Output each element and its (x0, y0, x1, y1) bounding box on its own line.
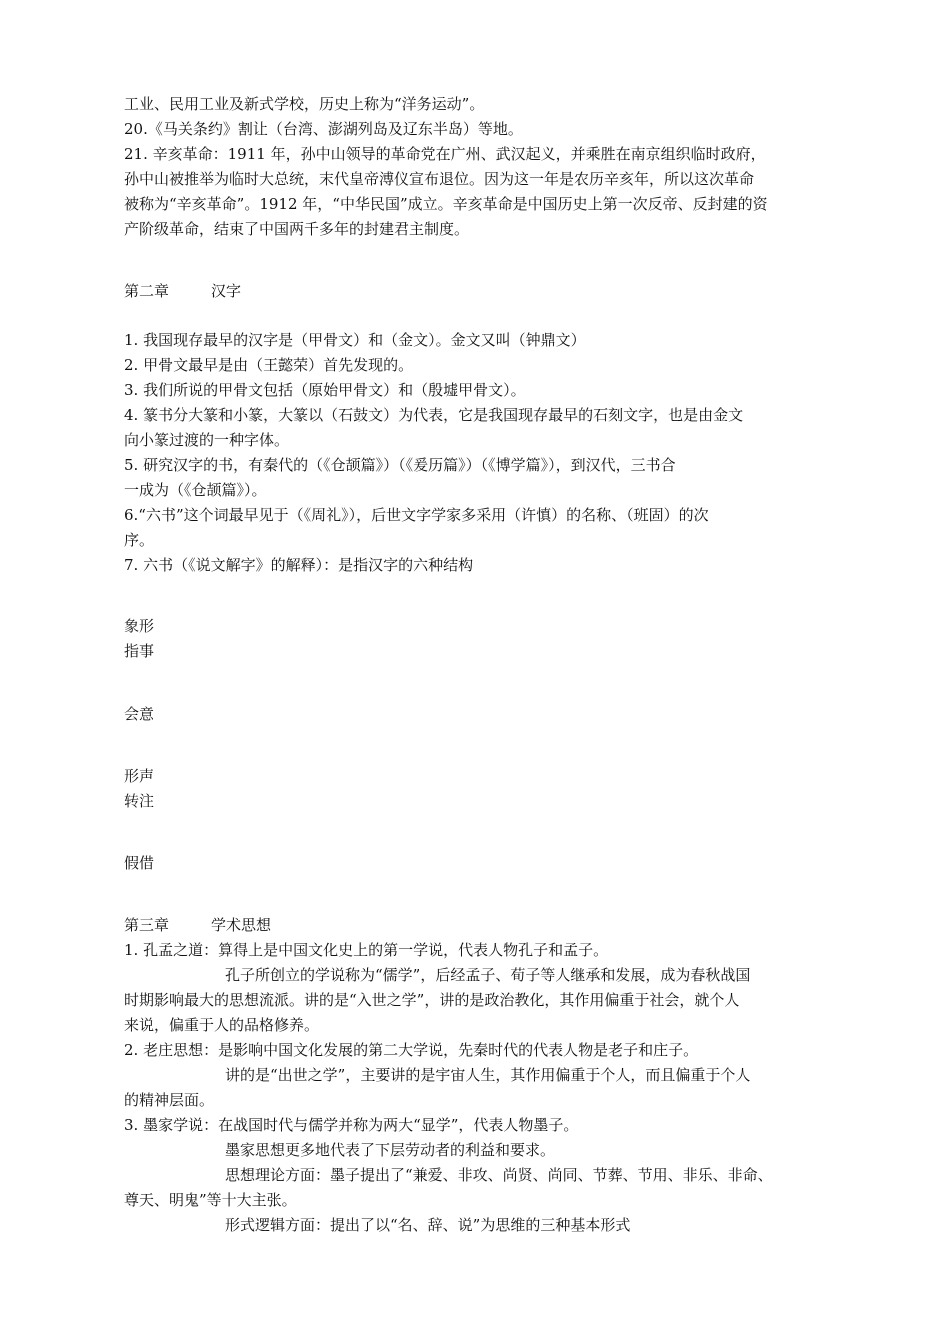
text-line: 1. 我国现存最早的汉字是（甲骨文）和（金文）。金文又叫（钟鼎文） (124, 331, 586, 349)
text-line: 尊天、明鬼”等十大主张。 (124, 1191, 297, 1209)
text-line: 墨家思想更多地代表了下层劳动者的利益和要求。 (225, 1141, 556, 1159)
text-line: 思想理论方面：墨子提出了“兼爱、非攻、尚贤、尚同、节葬、节用、非乐、非命、 (225, 1166, 773, 1184)
text-line: 一成为（《仓颉篇》）。 (124, 481, 267, 499)
text-line: 讲的是“出世之学”，主要讲的是宇宙人生，其作用偏重于个人，而且偏重于个人 (225, 1066, 751, 1084)
chapter-title: 汉字 (211, 282, 242, 300)
text-line: 被称为“辛亥革命”。1912 年，“中华民国”成立。辛亥革命是中国历史上第一次反帝、反封建的资 (124, 195, 768, 213)
text-line: 的精神层面。 (124, 1091, 215, 1109)
chapter-heading (124, 913, 834, 937)
term-item: 指事 (124, 642, 155, 660)
chapter-title: 学术思想 (211, 916, 272, 934)
text-line: 工业、民用工业及新式学校，历史上称为“洋务运动”。 (124, 95, 485, 113)
text-line: 时期影响最大的思想流派。讲的是“入世之学”，讲的是政治教化，其作用偏重于社会，就个人 (124, 991, 740, 1009)
term-item: 象形 (124, 617, 155, 635)
text-line: 孔子所创立的学说称为“儒学”，后经孟子、荀子等人继承和发展，成为春秋战国 (225, 966, 751, 984)
term-item: 假借 (124, 854, 155, 872)
text-line: 向小篆过渡的一种字体。 (124, 431, 290, 449)
text-line: 序。 (124, 531, 155, 549)
chapter-label: 第二章 (124, 282, 170, 300)
chapter-label: 第三章 (124, 916, 170, 934)
text-line: 5. 研究汉字的书，有秦代的（《仓颉篇》）（《爰历篇》）（《博学篇》），到汉代，三书合 (124, 456, 676, 474)
term-item: 形声 (124, 767, 155, 785)
text-line: 4. 篆书分大篆和小篆，大篆以（石鼓文）为代表，它是我国现存最早的石刻文字，也是由金文 (124, 406, 744, 424)
text-line: 产阶级革命，结束了中国两千多年的封建君主制度。 (124, 220, 470, 238)
term-item: 转注 (124, 792, 155, 810)
text-line: 3. 墨家学说：在战国时代与儒学并称为两大“显学”，代表人物墨子。 (124, 1116, 579, 1134)
text-line: 2. 老庄思想：是影响中国文化发展的第二大学说，先秦时代的代表人物是老子和庄子。 (124, 1041, 699, 1059)
term-item: 会意 (124, 705, 155, 723)
text-line: 7. 六书（《说文解字》的解释）：是指汉字的六种结构 (124, 556, 474, 574)
text-line: 1. 孔孟之道：算得上是中国文化史上的第一学说，代表人物孔子和孟子。 (124, 941, 609, 959)
text-line: 形式逻辑方面：提出了以“名、辞、说”为思维的三种基本形式 (225, 1216, 631, 1234)
text-line: 2. 甲骨文最早是由（王懿荣）首先发现的。 (124, 356, 414, 374)
text-line: 孙中山被推举为临时大总统，末代皇帝溥仪宣布退位。因为这一年是农历辛亥年，所以这次革命 (124, 170, 755, 188)
text-line: 6.“六书”这个词最早见于（《周礼》），后世文字学家多采用（许慎）的名称、（班固）的次 (124, 506, 709, 524)
text-line: 来说，偏重于人的品格修养。 (124, 1016, 320, 1034)
text-line: 21. 辛亥革命：1911 年，孙中山领导的革命党在广州、武汉起义，并乘胜在南京组织临时政府， (124, 145, 766, 163)
text-line: 3. 我们所说的甲骨文包括（原始甲骨文）和（殷墟甲骨文）。 (124, 381, 526, 399)
text-line: 20.《马关条约》割让（台湾、澎湖列岛及辽东半岛）等地。 (124, 120, 523, 138)
chapter-heading (124, 279, 834, 303)
